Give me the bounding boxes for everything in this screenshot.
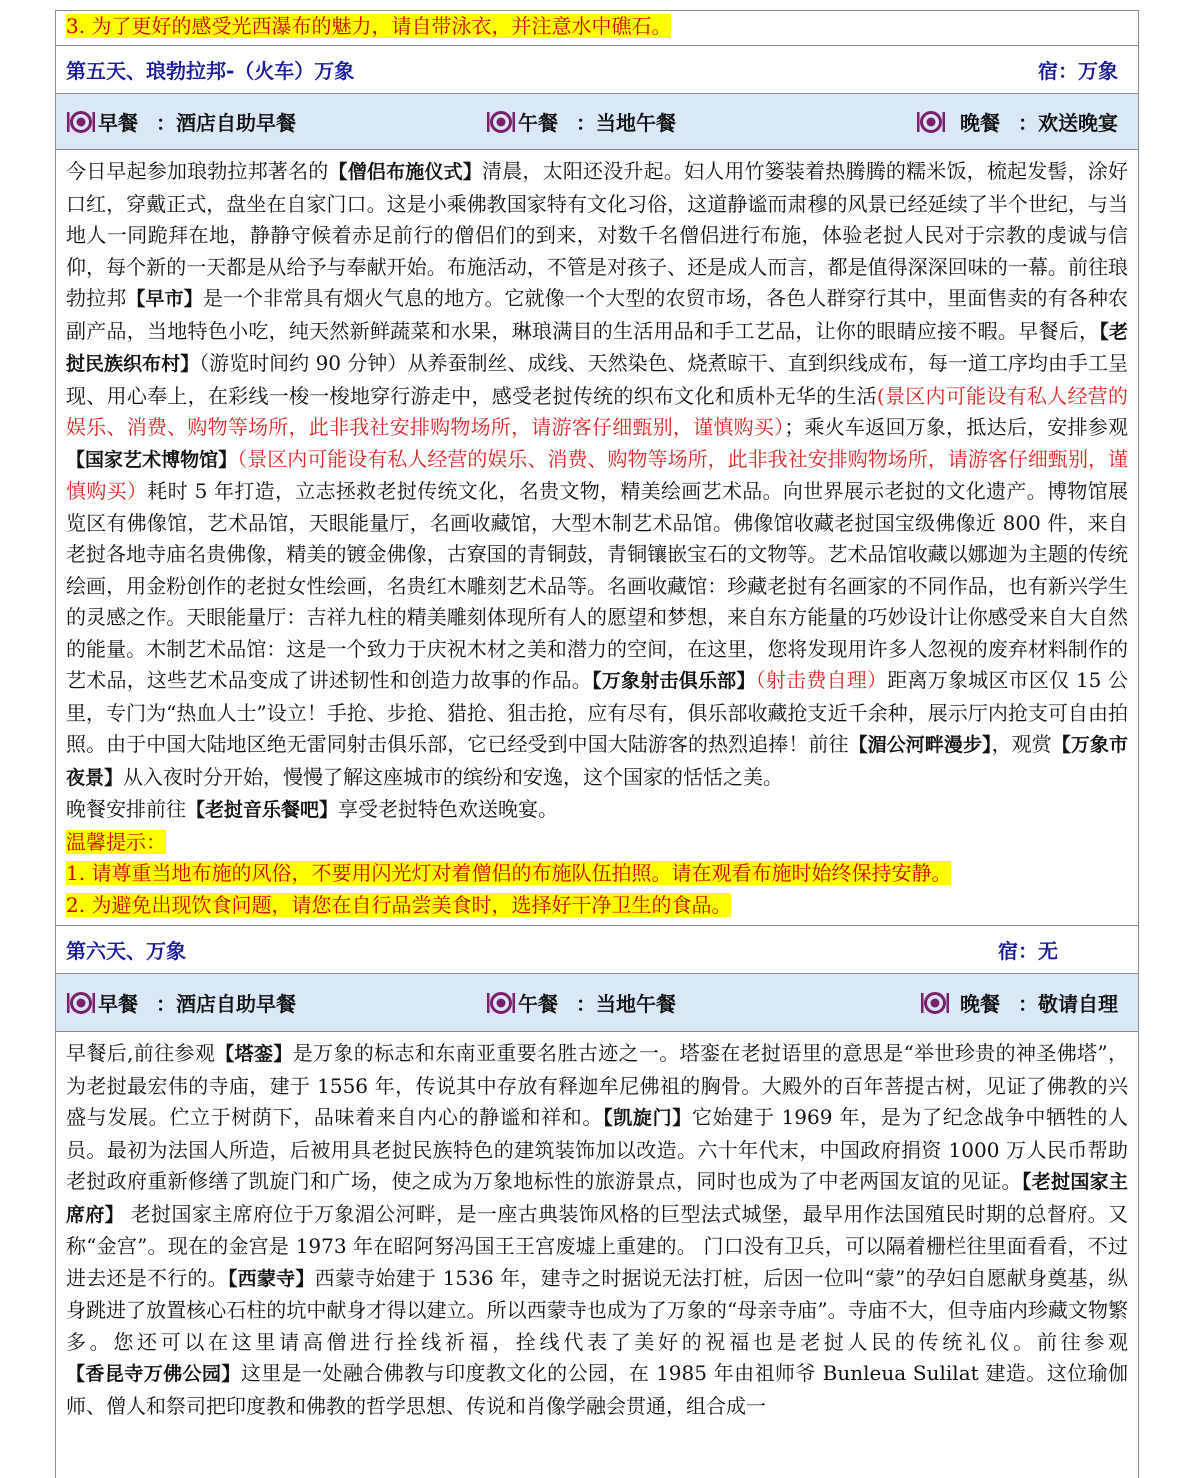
- day5-title: 第五天、琅勃拉邦-（火车）万象: [66, 59, 355, 83]
- text: 今日早起参加琅勃拉邦著名的: [66, 159, 329, 183]
- plate-fork-knife-icon: [916, 108, 946, 136]
- day6-paragraph: [56, 1038, 1138, 1422]
- text: 它始建于 1969 年，是为了纪念战争中牺牲的人员。最初为法国人所造，后被用具老挝民族特色的建筑装饰加以改造。六十年代末，中国政府捐资 1000 万人民币帮助老挝政府重新修缮了凯旋门和广场，使之成为万象地标性的旅游景点，同时也成为了中老两国友谊的见证。: [66, 1105, 1128, 1193]
- itinerary-frame: [55, 10, 1139, 1478]
- breakfast: [66, 988, 486, 1017]
- plate-fork-knife-icon: [920, 989, 950, 1017]
- text: 享受老挝特色欢送晚宴。: [338, 797, 559, 821]
- text: 是万象的标志和东南亚重要名胜古迹之一。塔銮在老挝语里的意思是“举世珍贵的神圣佛塔”，为老挝最宏伟的寺庙，建于 1556 年，传说其中存放有释迦牟尼佛祖的胸骨。大殿外的百年菩提古树，见证了佛教的兴盛与发展。伫立于树荫下，品味着来自内心的静谧和祥和。: [66, 1041, 1128, 1129]
- attraction-name: 【僧侣布施仪式】: [328, 161, 483, 183]
- tip-2: 2. 为避免出现饮食问题，请您在自行品尝美食时，选择好干净卫生的食品。: [66, 892, 732, 917]
- dinner-value: ：敬请自理: [1018, 992, 1118, 1016]
- attraction-name: 【凯旋门】: [603, 1107, 692, 1129]
- text: 是一个非常具有烟火气息的地方。它就像一个大型的农贸市场，各色人群穿行其中，里面售卖的有各种农副产品，当地特色小吃，纯天然新鲜蔬菜和水果，琳琅满目的生活用品和手工艺品，让你的眼睛应接不暇。早餐后，: [66, 286, 1129, 343]
- day5-paragraph: [56, 156, 1138, 794]
- previous-day-tip: [56, 11, 1138, 46]
- breakfast-value: ：酒店自助早餐: [156, 992, 296, 1016]
- day5-description: [56, 150, 1138, 926]
- dinner: [896, 988, 1128, 1017]
- attraction-name: 【香昆寺万佛公园】: [66, 1363, 241, 1385]
- text: 清晨，太阳还没升起。妇人用竹篓装着热腾腾的糯米饭，梳起发髻，涂好口红，穿戴正式，盘坐在自家门口。这是小乘佛教国家特有文化习俗，这道静谧而肃穆的风景已经延续了半个世纪，与当地人一同跪拜在地，静静守候着赤足前行的僧侣们的到来，对数千名僧侣进行布施，体验老挝人民对于宗教的虔诚与信仰，每个新的一天都是从给予与奉献开始。布施活动，不管是对孩子、还是成人而言，都是值得深深回味的一幕。前往琅勃拉邦: [66, 159, 1128, 310]
- tip-2-line: [56, 890, 1138, 922]
- shopping-notice: (景区内可能设有私人经营的娱乐、消费、购物等场所，此非我社安排购物场所，请游客仔细甄别，谨慎购买）: [66, 383, 1128, 439]
- attraction-name: 【湄公河畔漫步】: [848, 734, 992, 756]
- lunch: [486, 988, 896, 1017]
- attraction-name: 【国家艺术博物馆】: [66, 448, 238, 471]
- attraction-name: 【万象射击俱乐部】: [592, 670, 756, 692]
- attraction-name: 【老挝民族织布村】: [66, 320, 1128, 375]
- plate-fork-knife-icon: [486, 989, 516, 1017]
- day5-dinner-paragraph: [56, 794, 1138, 827]
- tip-1-line: [56, 858, 1138, 890]
- lunch: [486, 107, 896, 136]
- plate-fork-knife-icon: [66, 108, 96, 136]
- tip-1: 1. 请尊重当地布施的风俗，不要用闪光灯对着僧侣的布施队伍拍照。请在观看布施时始终保持安静。: [66, 861, 952, 885]
- shopping-notice: （景区内可能设有私人经营的娱乐、消费、购物等场所，此非我社安排购物场所，请游客仔细甄别，谨慎购买）: [66, 446, 1128, 503]
- attraction-name: 【塔銮】: [215, 1043, 293, 1065]
- restaurant-name: 【老挝音乐餐吧】: [186, 799, 339, 821]
- dinner-label: 晚餐: [960, 992, 1000, 1016]
- breakfast-label: 早餐: [98, 992, 138, 1016]
- text: （游览时间约 90 分钟）从养蚕制丝、成线、天然染色、烧煮晾干、直到织线成布，每一道工序均由手工呈现、用心奉上，在彩线一梭一梭地穿行游走中，感受老挝传统的织布文化和质朴无华的生活: [66, 351, 1128, 408]
- day6-description: [56, 1032, 1138, 1422]
- day6-stay: 宿：无: [998, 939, 1058, 963]
- day6-title: 第六天、万象: [66, 939, 186, 963]
- breakfast: [66, 107, 486, 136]
- breakfast-value: ：酒店自助早餐: [156, 111, 296, 135]
- lunch-value: ：当地午餐: [576, 111, 676, 135]
- dinner-value: ：欢送晚宴: [1018, 111, 1118, 135]
- attraction-name: 【西蒙寺】: [227, 1267, 315, 1290]
- day5-header: [56, 46, 1138, 94]
- tips-title-line: [56, 827, 1138, 859]
- day6-header: [56, 926, 1138, 974]
- plate-fork-knife-icon: [66, 989, 96, 1017]
- day6-meals: [56, 974, 1138, 1032]
- text: ，观赏: [991, 732, 1052, 756]
- text: 西蒙寺始建于 1536 年，建寺之时据说无法打桩，后因一位叫“蒙”的孕妇自愿献身奠基，纵身跳进了放置核心石柱的坑中献身才得以建立。所以西蒙寺也成为了万象的“母亲寺庙”。寺庙不大，但寺庙内珍藏文物繁多。您还可以在这里请高僧进行拴线祈福，拴线代表了美好的祝福也是老挝人民的传统礼仪。前往参观: [66, 1265, 1129, 1354]
- day5-stay: 宿：万象: [1038, 59, 1118, 83]
- lunch-label: 午餐: [518, 992, 558, 1016]
- text: ；乘火车返回万象，抵达后，安排参观: [784, 415, 1129, 439]
- plate-fork-knife-icon: [486, 108, 516, 136]
- text: 晚餐安排前往: [66, 797, 186, 821]
- text: 早餐后,前往参观: [66, 1041, 216, 1065]
- day5-meals: [56, 94, 1138, 150]
- text: 耗时 5 年打造，立志拯救老挝传统文化，名贵文物，精美绘画艺术品。向世界展示老挝的文化遗产。博物馆展览区有佛像馆，艺术品馆，天眼能量厅，名画收藏馆，大型木制艺术品馆。佛像馆收藏老挝国宝级佛像近 800 件，来自老挝各地寺庙名贵佛像，精美的镀金佛像，古寮国的青铜鼓，青铜镶嵌宝石的文物等。艺术品馆收藏以娜迦为主题的传统绘画，用金粉创作的老挝女性绘画，名贵红木雕刻艺术品等。名画收藏馆：珍藏老挝有名画家的不同作品，也有新兴学生的灵感之作。天眼能量厅：吉祥九柱的精美雕刻体现所有人的愿望和梦想，来自东方能量的巧妙设计让你感受来自大自然的能量。木制艺术品馆：这是一个致力于庆祝木材之美和潜力的空间，在这里，您将发现用许多人忽视的废弃材料制作的艺术品，这些艺术品变成了讲述韧性和创造力故事的作品。: [66, 479, 1128, 692]
- attraction-name: 【早市】: [126, 288, 203, 310]
- lunch-value: ：当地午餐: [576, 992, 676, 1016]
- fee-notice: （射击费自理）: [755, 668, 888, 692]
- text: 距离万象城区市区仅 15 公里，专门为“热血人士”设立！手抢、步抢、猎抢、狙击抢，应有尽有，俱乐部收藏抢支近千余种，展示厅内抢支可自由拍照。由于中国大陆地区绝无雷同射击俱乐部，它已经受到中国大陆游客的热烈追捧！前往: [66, 668, 1129, 756]
- lunch-label: 午餐: [518, 111, 558, 135]
- tip-text: 3. 为了更好的感受光西瀑布的魅力，请自带泳衣，并注意水中礁石。: [66, 14, 672, 38]
- text: 这里是一处融合佛教与印度教文化的公园，在 1985 年由祖师爷 Bunleua Sulilat 建造。这位瑜伽师、僧人和祭司把印度教和佛教的哲学思想、传说和肖像学融会贯通，组合成一: [66, 1361, 1128, 1418]
- breakfast-label: 早餐: [98, 111, 138, 135]
- dinner: [896, 107, 1128, 136]
- text: 从入夜时分开始，慢慢了解这座城市的缤纷和安逸，这个国家的恬恬之美。: [123, 764, 784, 789]
- text: 老挝国家主席府位于万象湄公河畔，是一座古典装饰风格的巨型法式城堡，最早用作法国殖民时期的总督府。又称“金宫”。现在的金宫是 1973 年在昭阿努冯国王王宫废墟上重建的。 门口没有卫兵，可以隔着栅栏往里面看看，不过进去还是不行的。: [66, 1201, 1128, 1290]
- tips-title: 温馨提示：: [66, 829, 166, 854]
- dinner-label: 晚餐: [960, 111, 1000, 135]
- attraction-name: 【老挝国家主席府】: [66, 1171, 1128, 1226]
- attraction-name: 【万象市夜景】: [66, 734, 1128, 789]
